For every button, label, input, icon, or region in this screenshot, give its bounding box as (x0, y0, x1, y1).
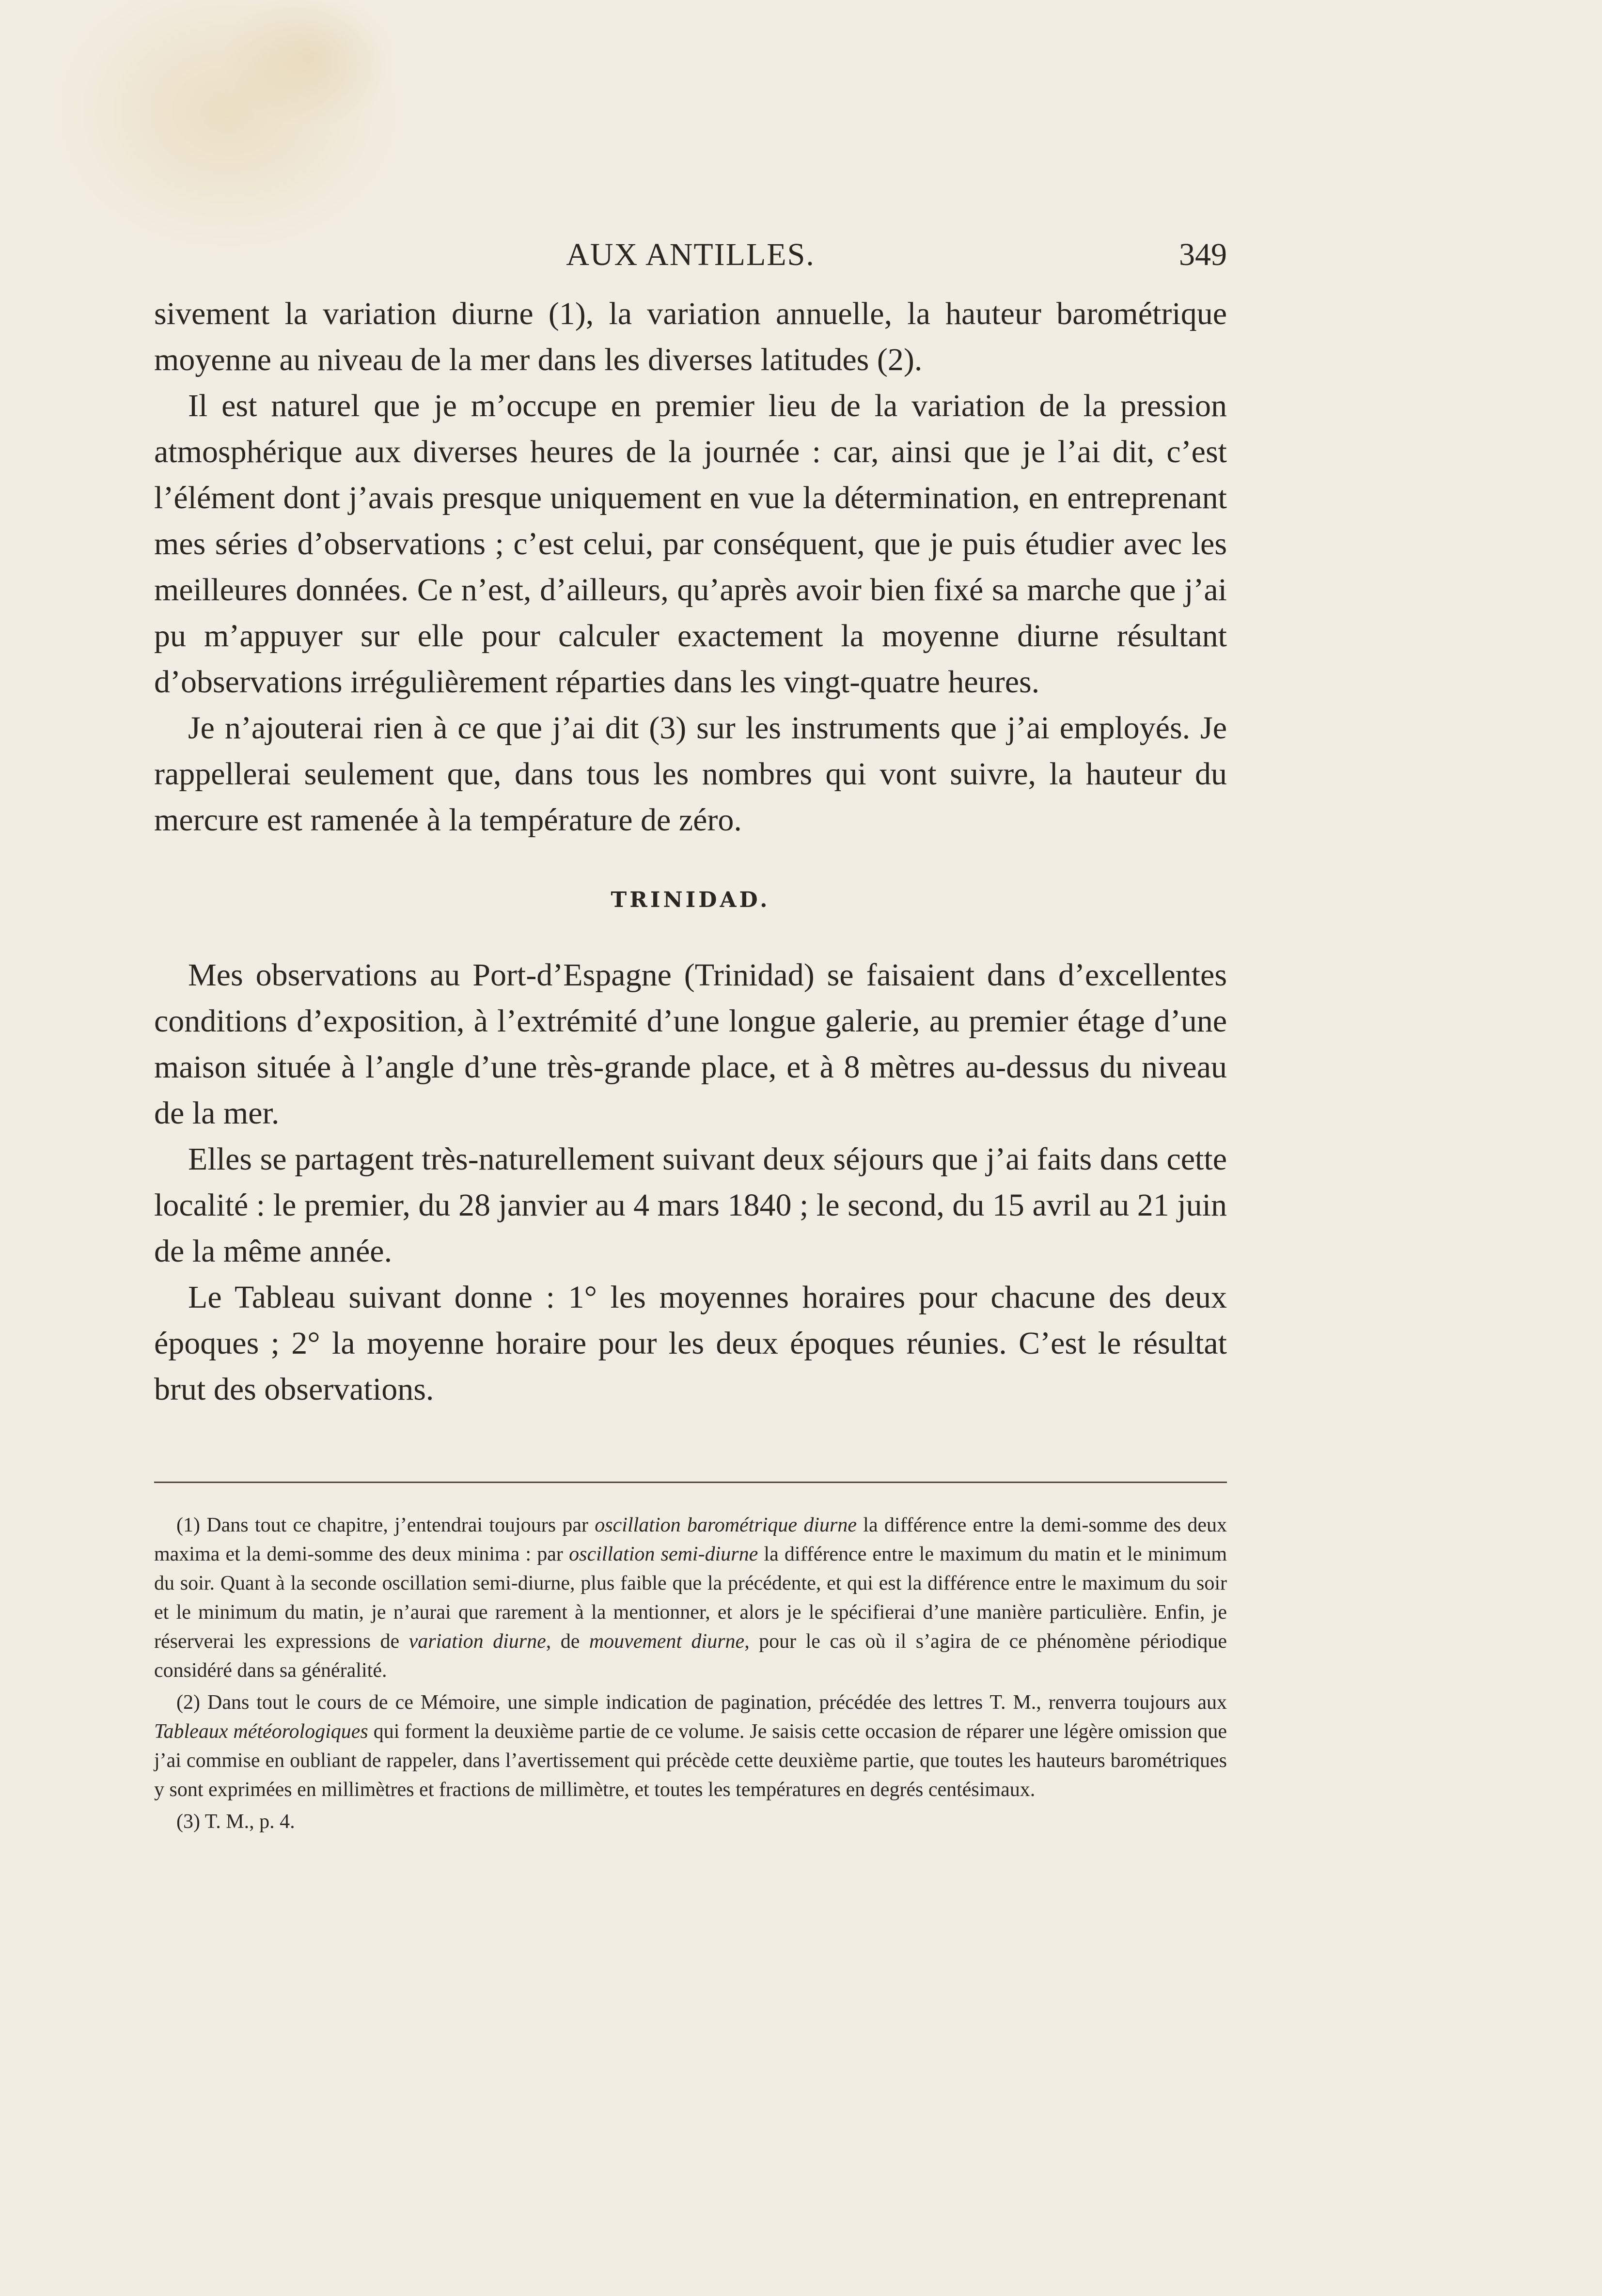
footnote-divider (154, 1482, 1227, 1483)
footnote-text: T. M., p. 4. (200, 1811, 295, 1833)
paragraph: Le Tableau suivant donne : 1° les moyennes horaires pour chacune des deux époques ; 2° la moyenne horaire pour les deux époques réunies. C’est le résultat brut des observations. (154, 1280, 1227, 1407)
footnote-3 (154, 1807, 1227, 1836)
page-header (154, 236, 1227, 275)
paragraph: Je n’ajouterai rien à ce que j’ai dit (3) sur les instruments que j’ai employés. Je rappellerai seulement que, dans tous les nombres qui vont suivre, la hauteur du mercure est ramenée à la température de zéro. (154, 710, 1227, 838)
footnote-text: la différence entre le maximum du matin et le minimum du soir. Quant à la seconde oscillation semi-diurne, plus faible que la précédente, et qui est la différence entre le maximum du soir et le minimum du matin, je n’aurai que rarement à la mentionner, et alors je le spécifierai d’une manière particulière. Enfin, je réserverai les expressions de (154, 1543, 1227, 1653)
running-title: AUX ANTILLES. (566, 237, 815, 272)
footnote-italic: mouvement diurne (589, 1630, 745, 1653)
paragraph: Mes observations au Port-d’Espagne (Trinidad) se faisaient dans d’excellentes conditions d’exposition, à l’extrémité d’une longue galerie, au premier étage d’une maison située à l’angle d’une très-grande place, et à 8 mètres au-dessus du niveau de la mer. (154, 957, 1227, 1131)
footnote-italic: variation diurne (408, 1630, 546, 1653)
paragraph: Elles se partagent très-naturellement suivant deux séjours que j’ai faits dans cette localité : le premier, du 28 janvier au 4 mars 1840 ; le second, du 15 avril au 21 juin de la même année. (154, 1141, 1227, 1269)
main-text (154, 291, 1227, 1412)
paragraph: Il est naturel que je m’occupe en premier lieu de la variation de la pression atmosphérique aux diverses heures de la journée : car, ainsi que je l’ai dit, c’est l’élément dont j’avais presque uniquement en vue la détermination, en entreprenant mes séries d’observations ; c’est celui, par conséquent, que je puis étudier avec les meilleures données. Ce n’est, d’ailleurs, qu’après avoir bien fixé sa marche que j’ai pu m’appuyer sur elle pour calculer exactement la moyenne diurne résultant d’observations irrégulièrement réparties dans les vingt-quatre heures. (154, 388, 1227, 700)
footnote-text: , de (546, 1630, 589, 1653)
footnote-italic: Tableaux météorologiques (154, 1720, 368, 1743)
footnote-2 (154, 1688, 1227, 1804)
footnote-mark: (1) (176, 1514, 200, 1536)
footnote-mark: (3) (176, 1811, 200, 1833)
page-number: 349 (1179, 237, 1227, 272)
footnote-1 (154, 1511, 1227, 1685)
footnotes (154, 1511, 1227, 1839)
section-heading: TRINIDAD. (611, 888, 770, 912)
footnote-text: qui forment la deuxième partie de ce volume. Je saisis cette occasion de réparer une légère omission que j’ai commise en oubliant de rappeler, dans l’avertissement qui précède cette deuxième partie, que toutes les hauteurs barométriques y sont exprimées en millimètres et fractions de millimètre, et toutes les températures en degrés centésimaux. (154, 1720, 1227, 1801)
footnote-italic: oscillation semi-diurne (569, 1543, 758, 1565)
footnote-text: , pour le cas où il s’agira de ce phénomène périodique considéré dans sa généralité. (154, 1630, 1227, 1682)
paragraph: sivement la variation diurne (1), la variation annuelle, la hauteur barométrique moyenne au niveau de la mer dans les diverses latitudes (2). (154, 296, 1227, 377)
footnote-text: la différence entre la demi-somme des deux maxima et la demi-somme des deux minima : par (154, 1514, 1227, 1565)
footnote-text: Dans tout le cours de ce Mémoire, une simple indication de pagination, précédée des lettres T. M., renverra toujours aux (200, 1691, 1227, 1714)
footnote-mark: (2) (176, 1691, 200, 1714)
footnote-italic: oscillation barométrique diurne (595, 1514, 857, 1536)
footnote-text: Dans tout ce chapitre, j’entendrai toujours par (200, 1514, 595, 1536)
